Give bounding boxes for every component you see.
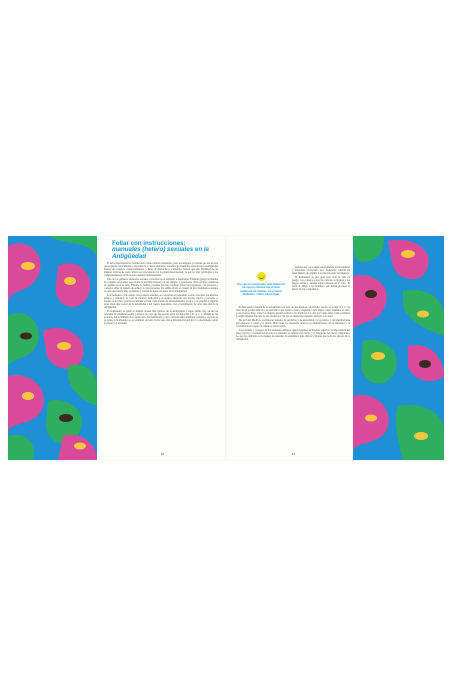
left-page [102, 236, 220, 460]
body-text [104, 262, 218, 326]
book-gutter [225, 236, 227, 460]
chapter-title [112, 241, 212, 260]
paragraph: Las posturas y consejos de los manuales antiguos siguen vigentes en muchos aspectos: la importancia del juego previo, la comunicación entre los amantes, el cuidado del cuerpo y la búsqueda del placer compartido. Lo que ha cambiado es la manera de entender la sexualidad, más abierta y diversa que la de los autores de la Antigüedad. [236, 328, 350, 342]
body-text-top [292, 266, 350, 292]
left-illustration [8, 236, 97, 460]
body-text-main [236, 306, 350, 342]
page-number: 16 [161, 452, 165, 456]
paragraph: Los manuales, como textos con posturas sexuales, se convertían en bestseller y eran conocidos por muchos griegos y romanos. Se trata de tratados dedicados a la técnica amatoria, sus modos, inicios y placeres y, aunque eran textos prácticos también servían como fuente de entretenimiento erótico. Los guiones y algunas otras ideas más acerca de la sexualidad y del cuerpo masculino, tras el surgimiento de otros más allá de la Antigüedad. [104, 294, 218, 310]
smiley-icon [257, 272, 266, 281]
paragraph: El sexo heterosexual se tornaba sexo como natural e instintivo, pero los antiguos ya sabían que era un arte que requería conocimientos, experiencia y ciertas destrezas. Alcanzar los manuales sexuales de la Antigüedad Llenos de consejos, comportamientos y listas de instructivos a menudo. Sabían que una habilidad de las mujeres eróticas de cada cultura era relacionada con la pasión heterosexual, ya que no muy privilegios a los comportamientos eróticos entre mujeres homosexuales. [104, 262, 218, 278]
paragraph: penetración, pero sigue anteponiendo el movimiento y diferentes posiciones, pero dedicando además un buen número de páginas a la relación entre las mujeres. [292, 266, 350, 276]
pull-quote-text: Uno de los manuales más famosos de época clásica fue el Arte amatoria de Ovidio, un poema didáctico sobre cómo ligar [236, 282, 286, 296]
chapter-title-main: Follar con instrucciones: [112, 240, 186, 247]
pull-quote [236, 272, 286, 296]
right-page [234, 236, 350, 460]
book-spread [8, 236, 444, 460]
page-number: 17 [292, 452, 296, 456]
paragraph: Uno de los primeros manuales sexuales conocidos es el atribuido a Astianassa. Elefantis griega se titulaba un conjunto de poemas que trataba la actividad sexual con sus tiempos y posiciones. Otra escritora ateniense de quienes poco se sabe, Filainis de Samos, presenta un texto llamado Sobre las fragancias, con posturas y consejos sobre la manera de seducir a otras personas. De ambas obras se conservan solo fragmentos aunque se sabe que fueron muy populares y corrían de mano en mano en la Antigüedad. [104, 278, 218, 294]
paragraph: En la Edad Media se escribieron tratados de medicina y de sexualidad, con posturas y recomendaciones para mejorar la salud y el placer. Más tarde, los manuales eróticos se multiplicaron con la imprenta y se convirtieron en objeto de censura y persecución. [236, 318, 350, 329]
paragraph: El Kamasutra es una guía para toda la vida en pareja, con consejos sobre las caricias, la higiene y los juegos eróticos, aunque sigue centrado en el coito. El texto se dirige a los hombres, que deben procurar el placer de sus compañeras. [292, 275, 350, 292]
chapter-title-subtitle: manuales (hetero) sexuales en la Antigüedad [112, 246, 209, 260]
paragraph: El Kamasutra es quizá el manual sexual más famoso de la Antigüedad y sigue siendo hoy en día un referente de sabiduría sexual y erótica. Se cree que fue escrito entre los siglos III y VI d. C. y, además de las posturas, habla también de la seducción, del matrimonio y de la relación entre hombres y mujeres. A pesar de su fama, el Kamasutra es, en realidad, un texto breve que ofrece información práctica y conocimiento sobre el placer y el erotismo. [104, 310, 218, 326]
paragraph: El más guarro manual de la sexualidad es el Arte de Ars Amatoria de Ovidio, escrito en el siglo I a. C. Se trata de un poema didáctico en tres libros que explica cómo conquistar a una mujer, cómo mantener el amor y, en el tercer libro, cómo las mujeres pueden seducir a los hombres. La obra tuvo tanto éxito como polémica y, según algunos, fue una de las razones por las que el emperador Augusto desterró a su autor. [236, 306, 350, 319]
right-illustration-art [353, 236, 444, 460]
right-illustration [353, 236, 444, 460]
left-illustration-art [8, 236, 97, 460]
